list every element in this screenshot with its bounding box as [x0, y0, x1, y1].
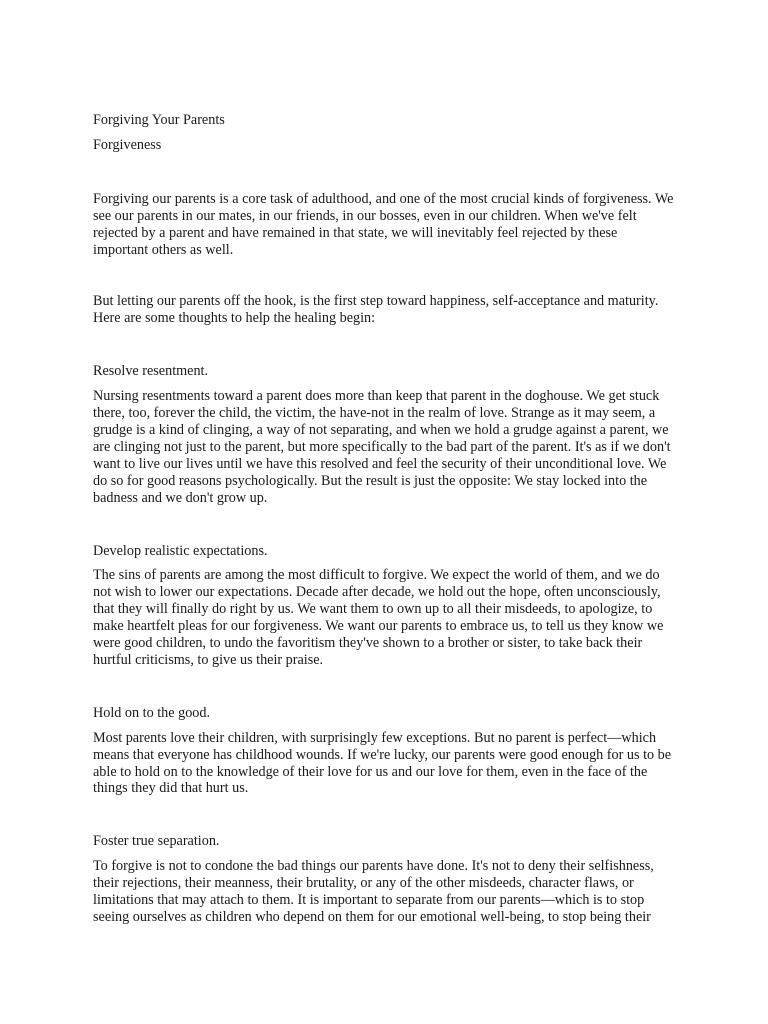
- section-body: [93, 730, 683, 798]
- document-page: [93, 112, 683, 926]
- section-hold-on-to-good: [93, 705, 683, 798]
- section-foster-separation: [93, 833, 683, 926]
- paragraph-line: rejected by a parent and have remained in that state, we will inevitably feel rejected by these: [93, 224, 618, 241]
- paragraph-line: are clinging not just to the parent, but more specifically to the bad part of the parent. It's as if we don't: [93, 438, 671, 455]
- paragraph-line: Nursing resentments toward a parent does more than keep that parent in the doghouse. We get stuck: [93, 388, 660, 405]
- paragraph-line: things they did that hurt us.: [93, 780, 249, 797]
- paragraph-line: seeing ourselves as children who depend on them for our emotional well-being, to stop being their: [93, 909, 651, 925]
- paragraph-line: Forgiving our parents is a core task of adulthood, and one of the most crucial kinds of forgiveness. We: [93, 190, 674, 207]
- paragraph-line: do so for good reasons psychologically. But the result is just the opposite: We stay locked into the: [93, 472, 648, 489]
- section-resolve-resentment: [93, 363, 683, 506]
- section-body: [93, 388, 683, 506]
- paragraph-line: see our parents in our mates, in our friends, in our bosses, even in our children. When we've felt: [93, 207, 637, 224]
- paragraph-line: Most parents love their children, with surprisingly few exceptions. But no parent is perfect—which: [93, 729, 657, 746]
- section-heading: Resolve resentment.: [93, 363, 209, 380]
- section-heading: Develop realistic expectations.: [93, 542, 268, 559]
- paragraph-line: important others as well.: [93, 241, 234, 258]
- paragraph-line: But letting our parents off the hook, is the first step toward happiness, self-acceptance and maturity.: [93, 293, 659, 310]
- paragraph-line: there, too, forever the child, the victim, the have-not in the realm of love. Strange as it may seem, a: [93, 405, 656, 422]
- document-subtitle: Forgiveness: [93, 136, 162, 153]
- paragraph-line: Here are some thoughts to help the healing begin:: [93, 310, 376, 327]
- intro-paragraph-1: [93, 191, 683, 259]
- section-body: [93, 858, 683, 926]
- paragraph-line: The sins of parents are among the most difficult to forgive. We expect the world of them, and we do: [93, 567, 660, 584]
- document-title: Forgiving Your Parents: [93, 112, 225, 128]
- section-body: [93, 567, 683, 668]
- paragraph-line: make heartfelt pleas for our forgiveness. We want our parents to embrace us, to tell us they know we: [93, 618, 664, 635]
- paragraph-line: able to hold on to the knowledge of their love for us and our love for them, even in the face of the: [93, 763, 648, 780]
- paragraph-line: badness and we don't grow up.: [93, 489, 268, 506]
- section-realistic-expectations: [93, 543, 683, 669]
- paragraph-line: were good children, to undo the favoritism they've shown to a brother or sister, to take back their: [93, 635, 643, 652]
- section-heading: Foster true separation.: [93, 833, 220, 850]
- paragraph-line: not wish to lower our expectations. Decade after decade, we hold out the hope, often unconsciously,: [93, 584, 661, 601]
- section-heading: Hold on to the good.: [93, 704, 211, 721]
- paragraph-line: want to live our lives until we have this resolved and feel the security of their unconditional love. We: [93, 455, 667, 472]
- paragraph-line: their rejections, their meanness, their brutality, or any of the other misdeeds, character flaws, or: [93, 875, 634, 892]
- intro-paragraph-2: [93, 293, 683, 327]
- paragraph-line: means that everyone has childhood wounds. If we're lucky, our parents were good enough for us to be: [93, 746, 672, 763]
- paragraph-line: that they will finally do right by us. We want them to own up to all their misdeeds, to apologize, to: [93, 601, 653, 618]
- paragraph-line: To forgive is not to condone the bad things our parents have done. It's not to deny their selfishness,: [93, 858, 654, 875]
- paragraph-line: limitations that may attach to them. It is important to separate from our parents—which is to stop: [93, 892, 645, 909]
- paragraph-line: grudge is a kind of clinging, a way of not separating, and when we hold a grudge against a parent, we: [93, 421, 669, 438]
- paragraph-line: hurtful criticisms, to give us their praise.: [93, 651, 324, 668]
